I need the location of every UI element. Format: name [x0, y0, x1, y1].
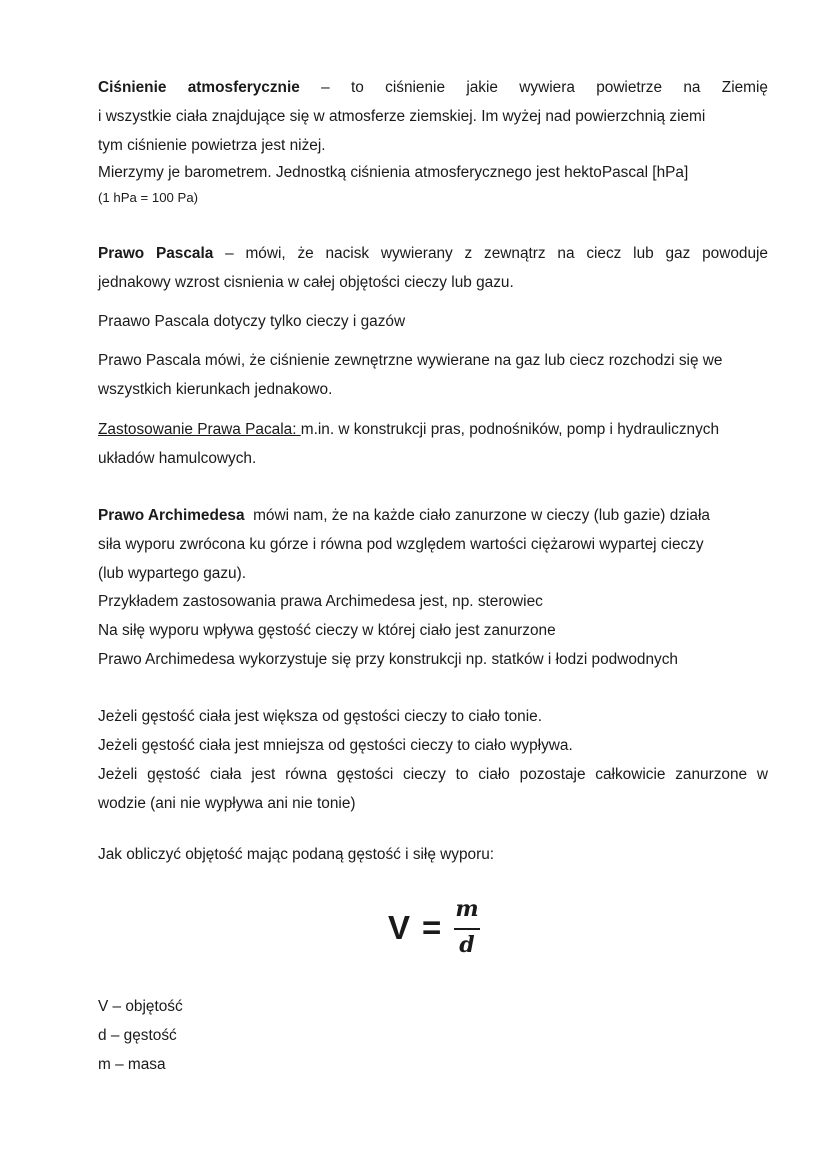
legend-item-mass: m – masa: [98, 1056, 166, 1073]
pascal-line-2: jednakowy wzrost cisnienia w całej objętości cieczy lub gazu.: [98, 274, 514, 291]
archimedes-term: Prawo Archimedesa: [98, 507, 245, 524]
formula-lhs: V: [388, 909, 411, 946]
legend-item-density: d – gęstość: [98, 1027, 177, 1044]
pascal-application-line-1: [98, 421, 719, 439]
atm-line-2: i wszystkie ciała znajdujące się w atmosferze ziemskiej. Im wyżej nad powierzchnią ziemi: [98, 108, 706, 125]
pascal-line-1: [98, 245, 768, 263]
formula-numerator: m: [455, 896, 479, 922]
pascal-line-1-text: – mówi, że nacisk wywierany z zewnątrz na ciecz lub gaz powoduje: [213, 245, 768, 262]
atm-line-1: [98, 79, 768, 97]
archimedes-line-2: siła wyporu zwrócona ku górze i równa pod względem wartości ciężarowi wypartej cieczy: [98, 536, 704, 553]
archimedes-line-6: Prawo Archimedesa wykorzystuje się przy konstrukcji np. statków i łodzi podwodnych: [98, 651, 678, 668]
pascal-application-text: m.in. w konstrukcji pras, podnośników, pomp i hydraulicznych: [300, 421, 720, 438]
archimedes-line-1-text: mówi nam, że na każde ciało zanurzone w cieczy (lub gazie) działa: [244, 507, 710, 524]
legend-item-volume: V – objętość: [98, 998, 183, 1015]
formula-equals: =: [422, 909, 442, 946]
atm-line-3: tym ciśnienie powietrza jest niżej.: [98, 137, 326, 154]
atm-line-1-text: – to ciśnienie jakie wywiera powietrze na Ziemię: [299, 79, 768, 96]
archimedes-line-4: Przykładem zastosowania prawa Archimedesa jest, np. sterowiec: [98, 593, 543, 610]
pascal-term: Prawo Pascala: [98, 245, 214, 262]
pascal-application-label: Zastosowanie Prawa Pacala:: [98, 421, 301, 438]
formula-denominator: d: [459, 932, 475, 958]
density-line-3: Jeżeli gęstość ciała jest równa gęstości cieczy to ciało pozostaje całkowicie zanurzone w: [98, 766, 768, 783]
density-line-4: wodzie (ani nie wypływa ani nie tonie): [98, 795, 356, 812]
atm-line-4: Mierzymy je barometrem. Jednostką ciśnienia atmosferycznego jest hektoPascal [hPa]: [98, 164, 689, 181]
archimedes-line-1: [98, 507, 710, 525]
atm-term: Ciśnienie atmosferycznie: [98, 79, 300, 96]
density-line-2: Jeżeli gęstość ciała jest mniejsza od gęstości cieczy to ciało wypływa.: [98, 737, 573, 754]
pascal-application-line-2: układów hamulcowych.: [98, 450, 257, 467]
pascal-para-3-line-1: Prawo Pascala mówi, że ciśnienie zewnętrzne wywierane na gaz lub ciecz rozchodzi się we: [98, 352, 723, 369]
density-line-1: Jeżeli gęstość ciała jest większa od gęstości cieczy to ciało tonie.: [98, 708, 542, 725]
archimedes-line-5: Na siłę wyporu wpływa gęstość cieczy w której ciało jest zanurzone: [98, 622, 556, 639]
atm-unit-note: (1 hPa = 100 Pa): [98, 190, 199, 205]
archimedes-line-3: (lub wypartego gazu).: [98, 565, 246, 582]
fraction-bar: [454, 928, 480, 930]
volume-question: Jak obliczyć objętość mając podaną gęstość i siłę wyporu:: [98, 846, 495, 863]
pascal-para-2: Praawo Pascala dotyczy tylko cieczy i gazów: [98, 313, 406, 330]
pascal-para-3-line-2: wszystkich kierunkach jednakowo.: [98, 381, 333, 398]
